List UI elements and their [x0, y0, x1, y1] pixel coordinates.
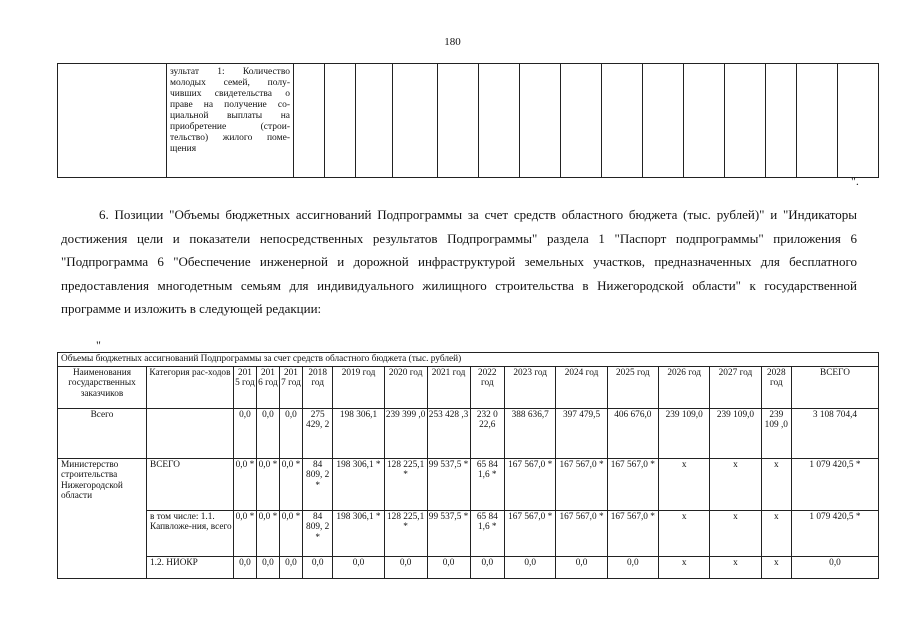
table-row — [58, 510, 879, 556]
header-row — [58, 366, 879, 408]
table-cell — [520, 64, 561, 178]
table-cell: 239 109,0 — [710, 408, 761, 458]
header-cell: 201 6 год — [256, 366, 279, 408]
table-cell: 3 108 704,4 — [791, 408, 878, 458]
table-cell: 0,0 — [333, 556, 384, 578]
table-cell: 198 306,1 — [333, 408, 384, 458]
indicator-text-cell: зультат 1: Количество молодых семей, полу-чивших свидетельства о праве на получение со-циальной выплаты на приобретение (строи-тельство) жилого поме-щения — [167, 64, 294, 178]
table-cell: x — [659, 510, 710, 556]
table-cell: x — [710, 556, 761, 578]
table-cell — [58, 64, 167, 178]
table-cell: 167 567,0 * — [505, 458, 556, 510]
table-cell — [561, 64, 602, 178]
table-cell: 0,0 — [303, 556, 333, 578]
table-cell: 167 567,0 * — [607, 510, 658, 556]
table-cell: 0,0 — [791, 556, 878, 578]
table-cell: 84 809, 2 * — [303, 510, 333, 556]
header-cell: 2025 год — [607, 366, 658, 408]
table-cell: 388 636,7 — [505, 408, 556, 458]
table-cell — [602, 64, 643, 178]
table-cell: x — [710, 510, 761, 556]
table-cell — [766, 64, 797, 178]
table-cell — [147, 408, 234, 458]
table-cell: 198 306,1 * — [333, 458, 384, 510]
header-cell: 2024 год — [556, 366, 607, 408]
table-cell: 0,0 * — [279, 510, 302, 556]
header-cell: 2020 год — [384, 366, 427, 408]
table-cell: 198 306,1 * — [333, 510, 384, 556]
table-cell: 239 109 ,0 — [761, 408, 791, 458]
table-cell: 0,0 * — [233, 458, 256, 510]
ministry-cell: Министерство строительства Нижегородской области — [58, 458, 147, 578]
table-cell: x — [761, 458, 791, 510]
amendment-paragraph — [61, 203, 857, 321]
header-cell: Наименования государственных заказчиков — [58, 366, 147, 408]
table-cell — [838, 64, 879, 178]
table-cell — [393, 64, 438, 178]
table-cell — [356, 64, 393, 178]
table-cell: 0,0 * — [256, 458, 279, 510]
header-cell: 2019 год — [333, 366, 384, 408]
continued-table — [57, 63, 879, 178]
table-cell: 0,0 — [607, 556, 658, 578]
table-cell: 0,0 — [233, 408, 256, 458]
table-cell: 167 567,0 * — [556, 510, 607, 556]
table-cell: 65 84 1,6 * — [470, 510, 505, 556]
header-cell: 2027 год — [710, 366, 761, 408]
table-cell: 0,0 * — [233, 510, 256, 556]
table-cell: ВСЕГО — [147, 458, 234, 510]
table-cell: 0,0 — [256, 408, 279, 458]
budget-table — [57, 352, 879, 579]
table-cell: 128 225,1 * — [384, 458, 427, 510]
table-cell: 239 109,0 — [659, 408, 710, 458]
table-cell: 275 429, 2 — [303, 408, 333, 458]
table-cell: 232 0 22,6 — [470, 408, 505, 458]
table-cell — [438, 64, 479, 178]
header-cell: 2022 год — [470, 366, 505, 408]
table-cell: Всего — [58, 408, 147, 458]
table-cell: 0,0 — [505, 556, 556, 578]
table-cell: 0,0 — [470, 556, 505, 578]
table-cell: 65 84 1,6 * — [470, 458, 505, 510]
table-cell: 1.2. НИОКР — [147, 556, 234, 578]
table-cell: 239 399 ,0 — [384, 408, 427, 458]
table-row — [58, 458, 879, 510]
table-cell — [643, 64, 684, 178]
table-cell: 1 079 420,5 * — [791, 510, 878, 556]
table-cell: 0,0 * — [279, 458, 302, 510]
header-cell: 2026 год — [659, 366, 710, 408]
paragraph-text: 6. Позиции "Объемы бюджетных ассигнований Подпрограммы за счет средств областного бюджета (тыс. рублей)" и "Индикаторы достижения цели и показатели непосредственных результатов Подпрограммы" раздела 1 "Паспорт подпрограммы" приложения 6 "Подпрограмма 6 "Обеспечение инженерной и дорожной инфраструктурой земельных участков, предназначенных для бесплатного предоставления многодетным семьям для индивидуального жилищного строительства в Нижегородской области" к государственной программе и изложить в следующей редакции: — [61, 207, 857, 316]
closing-quote: ". — [851, 174, 859, 188]
table-cell: 167 567,0 * — [556, 458, 607, 510]
header-cell: 201 7 год — [279, 366, 302, 408]
table-cell — [325, 64, 356, 178]
table-cell: 167 567,0 * — [505, 510, 556, 556]
table-cell: 0,0 — [384, 556, 427, 578]
table-caption: Объемы бюджетных ассигнований Подпрограммы за счет средств областного бюджета (тыс. рублей) — [58, 353, 879, 367]
table-cell: 406 676,0 — [607, 408, 658, 458]
table-cell: x — [761, 556, 791, 578]
table-row — [58, 556, 879, 578]
header-cell: 2023 год — [505, 366, 556, 408]
table-cell — [294, 64, 325, 178]
header-cell: 2021 год — [427, 366, 470, 408]
table-cell: 0,0 — [233, 556, 256, 578]
table-cell: 84 809, 2 * — [303, 458, 333, 510]
table-cell: x — [761, 510, 791, 556]
table-cell — [725, 64, 766, 178]
table-cell: 1 079 420,5 * — [791, 458, 878, 510]
table-cell: x — [710, 458, 761, 510]
table-cell — [797, 64, 838, 178]
page-number: 180 — [444, 36, 461, 48]
table-cell — [684, 64, 725, 178]
table-cell: 253 428 ,3 — [427, 408, 470, 458]
table-cell: 0,0 — [427, 556, 470, 578]
header-cell: Категория рас-ходов — [147, 366, 234, 408]
opening-quote: " — [96, 338, 101, 352]
table-cell: x — [659, 458, 710, 510]
header-cell: 201 5 год — [233, 366, 256, 408]
table-cell: 0,0 — [556, 556, 607, 578]
table-cell: x — [659, 556, 710, 578]
header-cell: 2018 год — [303, 366, 333, 408]
table-cell: 0,0 * — [256, 510, 279, 556]
table-cell: 0,0 — [279, 408, 302, 458]
table-cell: 0,0 — [256, 556, 279, 578]
total-row — [58, 408, 879, 458]
table-cell: 397 479,5 — [556, 408, 607, 458]
table-cell: 0,0 — [279, 556, 302, 578]
table-cell: 128 225,1 * — [384, 510, 427, 556]
table-cell: 99 537,5 * — [427, 510, 470, 556]
table-cell: в том числе: 1.1. Капвложе-ния, всего — [147, 510, 234, 556]
table-cell: 99 537,5 * — [427, 458, 470, 510]
table-cell: 167 567,0 * — [607, 458, 658, 510]
header-cell: 2028 год — [761, 366, 791, 408]
header-cell: ВСЕГО — [791, 366, 878, 408]
table-cell — [479, 64, 520, 178]
